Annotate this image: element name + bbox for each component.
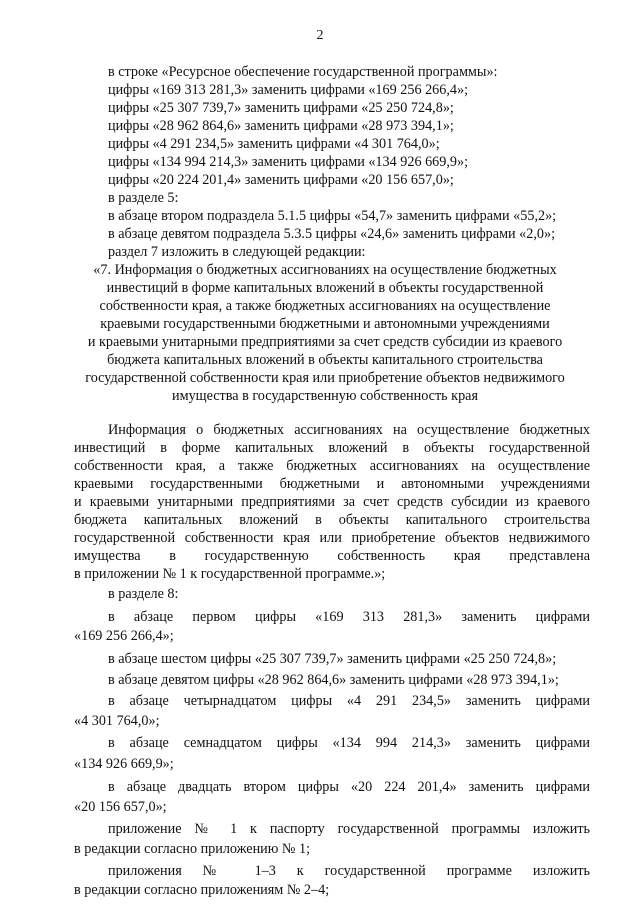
paragraph-line: в редакции согласно приложению № 1; [74,841,311,857]
section-heading-line: собственности края, а также бюджетных ассигнованиях на осуществление [99,298,551,314]
text-line: в абзаце втором подраздела 5.1.5 цифры «54,7» заменить цифрами «55,2»; [108,208,557,224]
section-heading-line: имущества в государственную собственность края [172,388,478,404]
section-heading-line: бюджета капитальных вложений в объекты капитального строительства [107,352,543,368]
paragraph-line: в абзаце семнадцатом цифры «134 994 214,3» заменить цифрами [108,735,590,751]
text-line: в абзаце девятом цифры «28 962 864,6» заменить цифрами «28 973 394,1»; [108,672,559,688]
paragraph-line: имущества в государственную собственность края представлена [74,548,590,564]
paragraph-line: в абзаце четырнадцатом цифры «4 291 234,5» заменить цифрами [108,693,590,709]
page-number: 2 [316,28,324,43]
paragraph-line: инвестиций в форме капитальных вложений в объекты государственной [74,440,590,456]
paragraph-line: собственности края, а также бюджетных ассигнованиях на осуществление [74,458,590,474]
text-line: в разделе 8: [108,586,179,602]
paragraph-line: в редакции согласно приложениям № 2–4; [74,882,330,898]
paragraph-line: в абзаце первом цифры «169 313 281,3» заменить цифрами [108,609,590,625]
section-heading-line: краевыми государственными бюджетными и автономными учреждениями [100,316,550,332]
text-line: цифры «4 291 234,5» заменить цифрами «4 301 764,0»; [108,136,440,152]
paragraph-line: «4 301 764,0»; [74,713,160,729]
paragraph-line: краевыми государственными бюджетными и автономными учреждениями [74,476,590,492]
paragraph-line: бюджета капитальных вложений в объекты капитального строительства [74,512,590,528]
text-line: цифры «134 994 214,3» заменить цифрами «134 926 669,9»; [108,154,469,170]
paragraph-line: и краевыми унитарными предприятиями за счет средств субсидии из краевого [74,494,590,510]
section-heading-line: государственной собственности края или приобретение объектов недвижимого [85,370,565,386]
paragraph-line: «20 156 657,0»; [74,799,167,815]
text-line: в строке «Ресурсное обеспечение государственной программы»: [108,64,498,80]
text-line: в абзаце девятом подраздела 5.3.5 цифры «24,6» заменить цифрами «2,0»; [108,226,556,242]
text-line: цифры «169 313 281,3» заменить цифрами «169 256 266,4»; [108,82,469,98]
paragraph-line: приложение № 1 к паспорту государственной программы изложить [108,821,590,837]
paragraph-line: Информация о бюджетных ассигнованиях на осуществление бюджетных [108,422,590,438]
text-line: раздел 7 изложить в следующей редакции: [108,244,366,260]
section-heading-line: инвестиций в форме капитальных вложений в объекты государственной [106,280,544,296]
paragraph-line: приложения № 1–3 к государственной программе изложить [108,863,590,879]
text-line: цифры «28 962 864,6» заменить цифрами «28 973 394,1»; [108,118,454,134]
paragraph-line: в приложении № 1 к государственной программе.»; [74,566,386,582]
section-heading-line: «7. Информация о бюджетных ассигнованиях на осуществление бюджетных [93,262,557,278]
text-line: в абзаце шестом цифры «25 307 739,7» заменить цифрами «25 250 724,8»; [108,651,557,667]
paragraph-line: в абзаце двадцать втором цифры «20 224 201,4» заменить цифрами [108,779,590,795]
section-heading-line: и краевыми унитарными предприятиями за счет средств субсидии из краевого [87,334,563,350]
paragraph-line: государственной собственности края или приобретение объектов недвижимого [74,530,590,546]
text-line: в разделе 5: [108,190,179,206]
paragraph-line: «169 256 266,4»; [74,628,174,644]
paragraph-line: «134 926 669,9»; [74,756,174,772]
text-line: цифры «25 307 739,7» заменить цифрами «25 250 724,8»; [108,100,454,116]
text-line: цифры «20 224 201,4» заменить цифрами «20 156 657,0»; [108,172,454,188]
